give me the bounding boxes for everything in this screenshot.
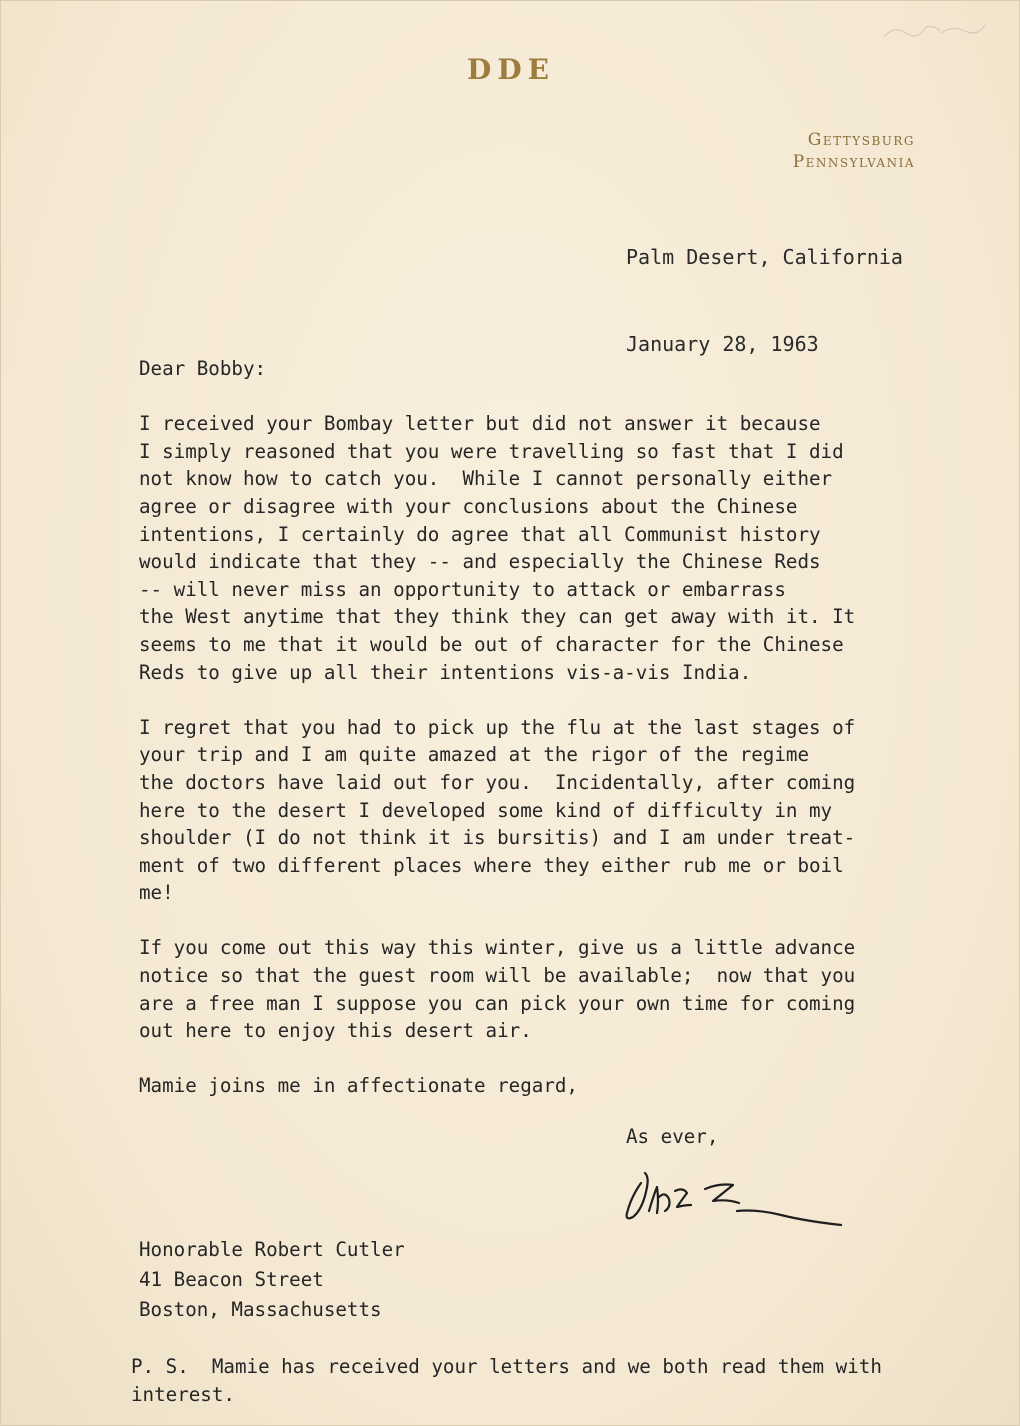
body-line: If you come out this way this winter, give us a little advance (139, 936, 856, 960)
letterhead-city: Gettysburg (807, 130, 915, 150)
body-line: would indicate that they -- and especially the Chinese Reds (139, 550, 821, 574)
body-line: not know how to catch you. While I cannot personally either (139, 467, 833, 491)
body-line: seems to me that it would be out of character for the Chinese (139, 632, 844, 656)
body-line: the West anytime that they think they can get away with it. It (139, 605, 856, 629)
letterhead-monogram: DDE (467, 53, 555, 86)
dateline-date: January 28, 1963 (626, 332, 819, 356)
handwritten-signature (619, 1161, 849, 1236)
body-line: agree or disagree with your conclusions about the Chinese (139, 494, 798, 518)
letter-body (139, 355, 939, 1100)
dateline-location: Palm Desert, California (626, 245, 903, 269)
body-line: intentions, I certainly do agree that all Communist history (139, 522, 821, 546)
recipient-city: Boston, Massachusetts (139, 1298, 382, 1321)
letterhead-place (793, 129, 915, 173)
recipient-name: Honorable Robert Cutler (139, 1238, 405, 1261)
paragraph-3 (139, 934, 939, 1044)
body-line: out here to enjoy this desert air. (139, 1019, 532, 1043)
body-line: me! (139, 881, 174, 905)
complimentary-close: As ever, (626, 1125, 719, 1148)
body-line: notice so that the guest room will be available; now that you (139, 964, 856, 988)
postscript-line: P. S. Mamie has received your letters and we both read them with (131, 1355, 882, 1378)
recipient-street: 41 Beacon Street (139, 1268, 324, 1291)
pencil-annotation (879, 15, 989, 45)
body-line: Reds to give up all their intentions vis-a-vis India. (139, 660, 752, 684)
body-line: the doctors have laid out for you. Incidentally, after coming (139, 770, 856, 794)
body-line: here to the desert I developed some kind of difficulty in my (139, 798, 833, 822)
salutation: Dear Bobby: (139, 357, 267, 380)
body-line: are a free man I suppose you can pick your own time for coming (139, 991, 856, 1015)
body-line: I regret that you had to pick up the flu at the last stages of (139, 715, 856, 739)
body-line: I simply reasoned that you were travelling so fast that I did (139, 439, 844, 463)
paragraph-4 (139, 1072, 939, 1100)
body-line: Mamie joins me in affectionate regard, (139, 1074, 578, 1098)
paragraph-1 (139, 410, 939, 686)
body-line: ment of two different places where they either rub me or boil (139, 853, 844, 877)
paragraph-2 (139, 714, 939, 907)
body-line: your trip and I am quite amazed at the rigor of the regime (139, 743, 810, 767)
postscript-line: interest. (131, 1383, 235, 1406)
body-line: -- will never miss an opportunity to attack or embarrass (139, 577, 786, 601)
body-line: shoulder (I do not think it is bursitis) and I am under treat- (139, 826, 856, 850)
postscript (131, 1353, 882, 1409)
letterhead-state: Pennsylvania (792, 152, 915, 172)
body-line: I received your Bombay letter but did not answer it because (139, 412, 821, 436)
recipient-address (139, 1235, 405, 1325)
